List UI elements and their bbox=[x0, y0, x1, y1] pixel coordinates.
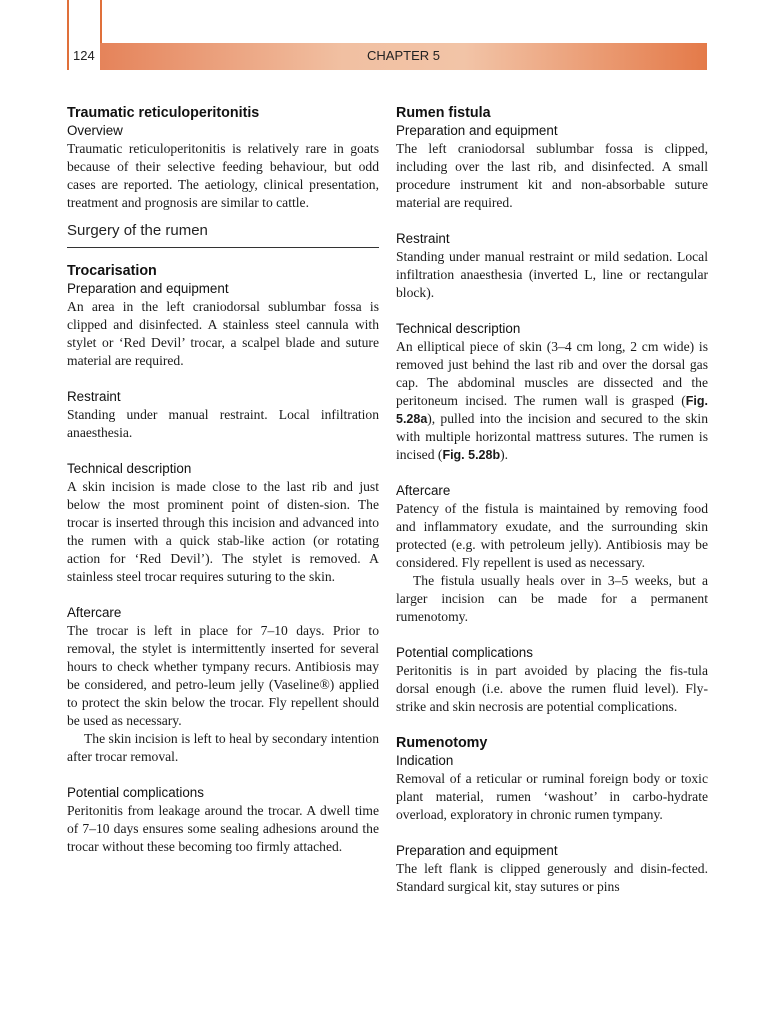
paragraph-restraint: Standing under manual restraint or mild sedation. Local infiltration anaesthesia (inverted L, line or rectangular block). bbox=[396, 249, 708, 300]
chapter-label: CHAPTER 5 bbox=[367, 48, 440, 63]
subheading-technical-description: Technical description bbox=[396, 321, 521, 336]
corner-rule-left bbox=[67, 0, 69, 70]
paragraph-restraint: Standing under manual restraint. Local infiltration anaesthesia. bbox=[67, 407, 379, 440]
paragraph-preparation: The left craniodorsal sublumbar fossa is clipped, including over the last rib, and disinfected. A small procedure instrument kit and non-absorbable suture material are required. bbox=[396, 141, 708, 210]
paragraph-aftercare-2: The skin incision is left to heal by secondary intention after trocar removal. bbox=[67, 731, 379, 764]
paragraph-aftercare-1: The trocar is left in place for 7–10 days. Prior to removal, the stylet is intermittently inserted for several hours to check whether tympany recurs. Antibiosis may be considered, and petro-leum jelly (Vaseline®) applied to protect the skin below the trocar. Fly repellent should be used as necessary. bbox=[67, 623, 379, 728]
subheading-aftercare: Aftercare bbox=[67, 605, 122, 620]
paragraph-technical-description: A skin incision is made close to the last rib and just below the most prominent point of disten-sion. The trocar is inserted through this incision and advanced into the rumen with a quick stab-like action (or rotating action for ‘Red Devil’). The stylet is removed. A stainless steel trocar requires suturing to the skin. bbox=[67, 479, 379, 584]
subheading-aftercare: Aftercare bbox=[396, 483, 451, 498]
heading-traumatic-reticuloperitonitis: Traumatic reticuloperitonitis bbox=[67, 105, 260, 121]
subheading-preparation: Preparation and equipment bbox=[67, 281, 229, 296]
subheading-potential-complications: Potential complications bbox=[396, 645, 533, 660]
text-segment: ), pulled into the incision and secured to the skin with multiple horizontal mattress sutures. The rumen is incised ( bbox=[396, 411, 708, 462]
heading-rumen-fistula: Rumen fistula bbox=[396, 105, 491, 121]
paragraph-indication: Removal of a reticular or ruminal foreign body or toxic plant material, rumen ‘washout’ in carbo-hydrate overload, exploratory in chronic rumen tympany. bbox=[396, 771, 708, 822]
subheading-potential-complications: Potential complications bbox=[67, 785, 204, 800]
subheading-preparation: Preparation and equipment bbox=[396, 123, 558, 138]
page-number: 124 bbox=[73, 48, 95, 63]
left-column bbox=[67, 104, 379, 856]
paragraph-technical-description bbox=[396, 338, 708, 464]
paragraph-aftercare-1: Patency of the fistula is maintained by removing food and inflammatory exudate, and the surrounding skin protected (e.g. with petroleum jelly). Antibiosis may be considered. Fly repellent is used as necessary. bbox=[396, 501, 708, 570]
subheading-preparation-rumenotomy: Preparation and equipment bbox=[396, 843, 558, 858]
figure-reference-5-28b[interactable]: Fig. 5.28b bbox=[442, 448, 501, 462]
subheading-restraint: Restraint bbox=[67, 389, 121, 404]
subheading-technical-description: Technical description bbox=[67, 461, 192, 476]
heading-rumenotomy: Rumenotomy bbox=[396, 735, 488, 751]
right-column bbox=[396, 104, 708, 896]
section-title-surgery-of-rumen: Surgery of the rumen bbox=[67, 222, 379, 248]
corner-rule-right bbox=[100, 0, 102, 46]
heading-trocarisation: Trocarisation bbox=[67, 263, 157, 279]
text-segment: An elliptical piece of skin (3–4 cm long, 2 cm wide) is removed just behind the last rib and over the dorsal gas cap. The abdominal muscles are dissected and the peritoneum incised. The rumen wall is grasped ( bbox=[396, 339, 708, 408]
paragraph-overview: Traumatic reticuloperitonitis is relatively rare in goats because of their selective feeding behaviour, but odd cases are reported. The aetiology, clinical presentation, treatment and prognosis are similar to cattle. bbox=[67, 141, 379, 210]
figure-reference-5-28a[interactable]: Fig. 5.28a bbox=[396, 394, 708, 426]
subheading-indication: Indication bbox=[396, 753, 454, 768]
paragraph-preparation: An area in the left craniodorsal sublumbar fossa is clipped and disinfected. A stainless steel cannula with stylet or ‘Red Devil’ trocar, a scalpel blade and suture material are required. bbox=[67, 299, 379, 368]
subheading-restraint: Restraint bbox=[396, 231, 450, 246]
paragraph-potential-complications: Peritonitis is in part avoided by placing the fis-tula dorsal enough (i.e. above the rumen fluid level). Fly-strike and skin necrosis are potential complications. bbox=[396, 663, 708, 714]
subheading-overview: Overview bbox=[67, 123, 123, 138]
paragraph-preparation-rumenotomy: The left flank is clipped generously and disin-fected. Standard surgical kit, stay sutures or pins bbox=[396, 861, 708, 894]
paragraph-aftercare-2: The fistula usually heals over in 3–5 weeks, but a larger incision can be made for a permanent rumenotomy. bbox=[396, 573, 708, 624]
paragraph-potential-complications: Peritonitis from leakage around the trocar. A dwell time of 7–10 days ensures some sealing adhesions around the trocar without these becoming too firmly attached. bbox=[67, 803, 379, 854]
text-segment: ). bbox=[500, 447, 509, 462]
